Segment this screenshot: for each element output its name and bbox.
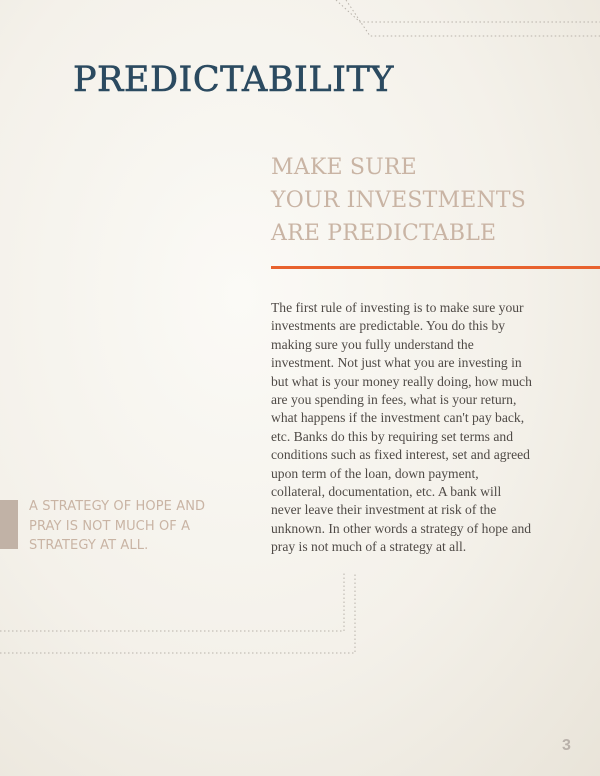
pull-quote-line: A STRATEGY OF HOPE AND [29,499,206,514]
bottom-dotted-line-inner [0,572,344,631]
pull-quote-line: STRATEGY AT ALL. [29,538,149,553]
subtitle-line: ARE PREDICTABLE [271,221,497,246]
pull-quote-line: PRAY IS NOT MUCH OF A [29,518,191,534]
subtitle-line: YOUR INVESTMENTS [271,188,527,213]
top-dotted-line-outer [346,0,600,36]
accent-divider [271,266,600,269]
page-number: 3 [562,737,571,754]
body-paragraph: The first rule of investing is to make sure your investments are predictable. You do this by making sure you fully understand the investment. Not just what you are investing in but what is your money really doing, how much are you spending in fees, what is your return, what happens if the investment can't pay back, etc. Banks do this by requiring set terms and conditions such as fixed interest, set and agreed upon term of the loan, down payment, collateral, documentation, etc. A bank will never leave their investment at risk of the unknown. In other words a strategy of hope and pray is not much of a strategy at all. [271,300,532,555]
pull-quote [29,497,205,556]
page-title: PREDICTABILITY [73,60,394,100]
pull-quote-bar [0,500,18,549]
top-dotted-line-inner [336,0,600,22]
subtitle-line: MAKE SURE [271,155,417,180]
bottom-dotted-line-outer [0,572,355,653]
section-subtitle [271,151,526,250]
